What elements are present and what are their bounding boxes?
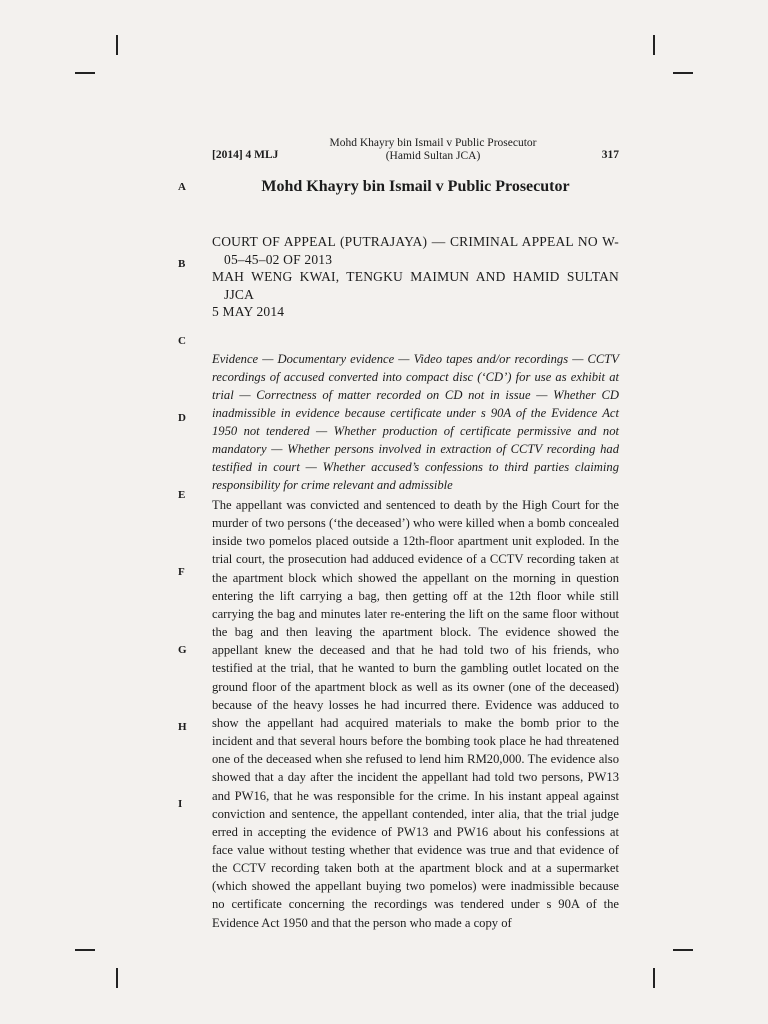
margin-letter-i: I bbox=[178, 798, 183, 810]
journal-citation: [2014] 4 MLJ bbox=[212, 149, 279, 161]
margin-letter-a: A bbox=[178, 181, 186, 193]
margin-letter-f: F bbox=[178, 566, 185, 578]
running-case-name-line1: Mohd Khayry bin Ismail v Public Prosecutor bbox=[329, 137, 537, 149]
crop-mark-top-left-horizontal bbox=[75, 72, 95, 74]
page-number: 317 bbox=[601, 149, 619, 161]
crop-mark-bottom-left-vertical bbox=[116, 968, 118, 988]
judgment-date: 5 MAY 2014 bbox=[212, 304, 285, 319]
running-case-name-line2: (Hamid Sultan JCA) bbox=[385, 150, 481, 162]
crop-mark-top-left-vertical bbox=[116, 35, 118, 55]
court-details bbox=[212, 233, 619, 321]
crop-mark-bottom-left-horizontal bbox=[75, 949, 95, 951]
crop-mark-top-right-horizontal bbox=[673, 72, 693, 74]
crop-mark-top-right-vertical bbox=[653, 35, 655, 55]
judges: MAH WENG KWAI, TENGKU MAIMUN AND HAMID SULTAN JJCA bbox=[212, 269, 619, 302]
margin-letter-e: E bbox=[178, 489, 186, 501]
margin-letter-b: B bbox=[178, 258, 186, 270]
margin-letter-h: H bbox=[178, 721, 187, 733]
crop-mark-bottom-right-horizontal bbox=[673, 949, 693, 951]
headnote-paragraph: The appellant was convicted and sentenced to death by the High Court for the murder of two persons (‘the deceased’) who were killed when a bomb concealed inside two pomelos placed outside a 12th-floor apartment unit exploded. In the trial court, the prosecution had adduced evidence of a CCTV recording taken at the apartment block which showed the appellant on the morning in question entering the lift carrying a bag, then getting off at the 12th floor while still carrying the bag and minutes later re-entering the lift on the same floor without the bag and then leaving the apartment block. The evidence showed the appellant knew the deceased and that he had told two of his friends, who testified at the trial, that he wanted to burn the gambling outlet located on the ground floor of the apartment block as well as its owner (one of the deceased) because of the heavy losses he had incurred there. Evidence was adduced to show the appellant had acquired materials to make the bomb prior to the incident and that several hours before the bombing took place he had threatened one of the deceased when she refused to lend him RM20,000. The evidence also showed that a day after the incident the appellant had told two persons, PW13 and PW16, that he was responsible for the crime. In his instant appeal against conviction and sentence, the appellant contended, inter alia, that the trial judge erred in accepting the evidence of PW13 and PW16 about his confessions at face value without testing whether that evidence was true and that evidence of the CCTV recording taken both at the apartment block and at a supermarket (which showed the appellant buying two pomelos) were inadmissible because no certificate concerning the recordings was tendered under s 90A of the Evidence Act 1950 and that the person who made a copy of bbox=[212, 498, 619, 930]
case-title: Mohd Khayry bin Ismail v Public Prosecutor bbox=[261, 178, 570, 195]
margin-letter-d: D bbox=[178, 412, 186, 424]
running-case-name bbox=[307, 137, 559, 163]
catchwords: Evidence — Documentary evidence — Video tapes and/or recordings — CCTV recordings of accused converted into compact disc (‘CD’) for use as exhibit at trial — Correctness of matter recorded on CD not in issue — Whether CD inadmissible in evidence because certificate under s 90A of the Evidence Act 1950 not tendered — Whether production of certificate permissive and not mandatory — Whether persons involved in extraction of CCTV recording had testified in court — Whether accused’s confessions to third parties claiming responsibility for crime relevant and admissible bbox=[212, 352, 619, 492]
crop-mark-bottom-right-vertical bbox=[653, 968, 655, 988]
running-header bbox=[212, 137, 619, 169]
margin-letter-c: C bbox=[178, 335, 186, 347]
margin-letter-g: G bbox=[178, 644, 187, 656]
court-and-appeal-number: COURT OF APPEAL (PUTRAJAYA) — CRIMINAL APPEAL NO W-05–45–02 OF 2013 bbox=[212, 234, 619, 267]
